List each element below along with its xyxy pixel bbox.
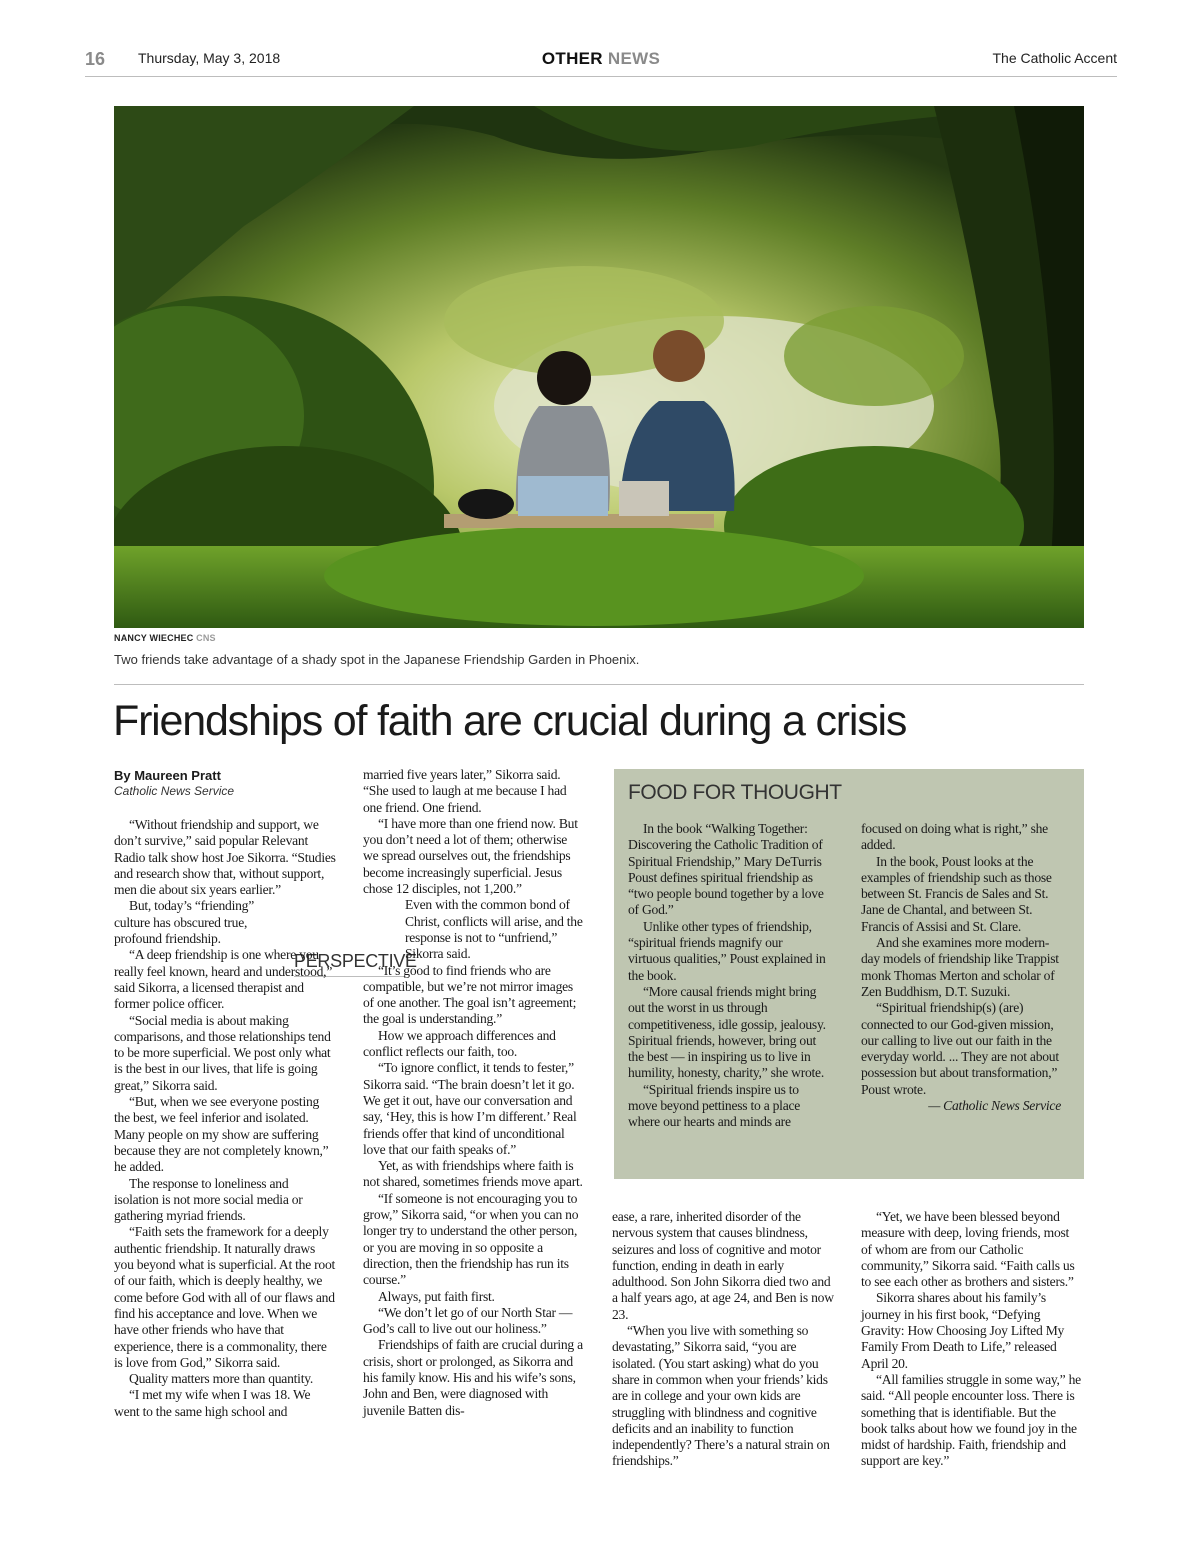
article-column-4 xyxy=(861,1209,1083,1470)
paragraph: Unlike other types of friendship, “spiritual friends magnify our virtuous qualities,” Poust explained in the book. xyxy=(628,918,826,983)
paragraph: “We don’t let go of our North Star — God’s call to live out our holiness.” xyxy=(363,1304,573,1337)
photo-credit-agency: CNS xyxy=(196,633,216,643)
paragraph: The response to loneliness and isolation is not more social media or gathering myriad friends. xyxy=(114,1175,303,1224)
sidebar-signature: — Catholic News Service xyxy=(928,1098,1061,1114)
issue-date: Thursday, May 3, 2018 xyxy=(138,50,281,66)
byline-service: Catholic News Service xyxy=(114,784,235,798)
section-title-bold: OTHER xyxy=(541,49,603,68)
paragraph: Sikorra shares about his family’s journey in his first book, “Defying Gravity: How Choosing Joy Lifted My Family From Death to Life,” released April 20. xyxy=(861,1290,1065,1371)
paragraph: “All families struggle in some way,” he said. “All people encounter loss. There is something that is identifiable. But the book talks about how we found joy in the midst of hardship. Faith, friendship and support are key.” xyxy=(861,1371,1081,1469)
paragraph: “More causal friends might bring out the worst in us through competitiveness, idle gossip, jealousy. Spiritual friends, however, bring out the best — in inspiring us to live in humility, honesty, charity,” she wrote. xyxy=(628,983,826,1081)
paragraph: married five years later,” Sikorra said. “She used to laugh at me because I had one friend. One friend. xyxy=(363,767,567,815)
paragraph: Quality matters more than quantity. xyxy=(129,1371,314,1387)
paragraph: “To ignore conflict, it tends to fester,” Sikorra said. “The brain doesn’t let it go. We get it out, have our conversation and say, ‘Hey, this is how I’m different.’ Real friends offer that kind of unconditional love that our faith speaks of.” xyxy=(363,1060,577,1157)
paragraph: In the book, Poust looks at the examples of friendship such as those between St. Francis de Sales and St. Jane de Chantal, and between St. Francis of Assisi and St. Clare. xyxy=(861,853,1052,934)
paragraph: “Faith sets the framework for a deeply authentic friendship. It naturally draws you beyond what is superficial. At the root of our faith, which is deeply healthy, we come before God with all of our flaws and find his acceptance and love. When we have other friends who have that experience, there is a commonality, there is love from God,” Sikorra said. xyxy=(114,1224,336,1370)
article-column-2 xyxy=(363,767,585,1419)
paragraph: ease, a rare, inherited disorder of the nervous system that causes blindness, seizures and loss of cognitive and motor function, ending in death in early adulthood. Son John Sikorra died two and a half years ago, at age 24, and Ben is now 23. xyxy=(612,1209,834,1322)
paragraph: And she examines more modern-day models of friendship like Trappist monk Thomas Merton and scholar of Zen Buddhism, D.T. Suzuki. xyxy=(861,935,1059,999)
section-title xyxy=(85,49,1117,69)
paragraph: Always, put faith first. xyxy=(378,1288,495,1304)
divider xyxy=(114,684,1084,685)
paragraph: “I met my wife when I was 18. We went to the same high school and xyxy=(114,1387,311,1419)
paragraph: “Yet, we have been blessed beyond measure with deep, loving friends, most of whom are from our Catholic community,” Sikorra said. “Faith calls us to see each other as brothers and sisters.” xyxy=(861,1209,1075,1290)
page-header xyxy=(85,45,1117,77)
paragraph: Friendships of faith are crucial during a crisis, short or prolonged, as Sikorra and his family know. His and his wife’s sons, John and Ben, were diagnosed with juvenile Batten dis- xyxy=(363,1337,583,1418)
paragraph: focused on doing what is right,” she added. xyxy=(861,821,1048,853)
paragraph: “It’s good to find friends who are compatible, but we’re not mirror images of one another. The goal isn’t agreement; the goal is understanding.” xyxy=(363,962,577,1027)
paragraph: But, today’s “friending” culture has obscured true, profound friendship. xyxy=(114,898,254,947)
sidebar-title: FOOD FOR THOUGHT xyxy=(628,781,842,804)
paragraph: “Spiritual friends inspire us to move beyond pettiness to a place where our hearts and minds are xyxy=(628,1081,801,1130)
photo-caption: Two friends take advantage of a shady spot in the Japanese Friendship Garden in Phoenix. xyxy=(114,652,640,667)
article-headline: Friendships of faith are crucial during a crisis xyxy=(113,697,907,745)
paragraph: How we approach differences and conflict reflects our faith, too. xyxy=(363,1027,556,1060)
photo-credit xyxy=(114,633,216,643)
paragraph: “Social media is about making comparisons, and those relationships tend to be more superficial. We post only what is the best in our lives, that life is going great,” Sikorra said. xyxy=(114,1012,331,1093)
publication-name: The Catholic Accent xyxy=(992,50,1117,66)
paragraph: “When you live with something so devastating,” Sikorra said, “you are isolated. (You start asking) what do you share in common when your friends’ kids are in college and your own kids are struggling with blindness and cognitive deficits and an inability to function independently? There’s a natural strain on friendships.” xyxy=(612,1323,830,1469)
page-number: 16 xyxy=(85,49,106,69)
paragraph: “A deep friendship is one where you really feel known, heard and understood,” said Sikorra, a licensed therapist and former police officer. xyxy=(114,947,333,1012)
photo-credit-name: NANCY WIECHEC xyxy=(114,633,194,643)
section-title-light: NEWS xyxy=(607,49,661,68)
paragraph: “Spiritual friendship(s) (are) connected to our God-given mission, our calling to live out our faith in the everyday world. ... They are not about possession but about transformation,” Poust wrote. xyxy=(861,1000,1059,1097)
paragraph: In the book “Walking Together: Discovering the Catholic Tradition of Spiritual Friendship,” Mary DeTurris Poust defines spiritual friendship as “two people bound together by a love of God.” xyxy=(628,821,824,918)
paragraph: Yet, as with friendships where faith is not shared, sometimes friends move apart. xyxy=(363,1158,583,1190)
article-column-1 xyxy=(114,817,336,1420)
sidebar-column-1 xyxy=(628,821,828,1131)
paragraph: “But, when we see everyone posting the best, we feel inferior and isolated. Many people on my show are suffering because they are not completely known,” he added. xyxy=(114,1094,329,1175)
sidebar-box xyxy=(614,769,1084,1179)
paragraph: “Without friendship and support, we don’t survive,” said popular Relevant Radio talk show host Joe Sikorra. “Studies and research show that, without support, men die about six years earlier.” xyxy=(114,817,336,898)
perspective-label: PERSPECTIVE xyxy=(294,951,406,977)
garden-photo xyxy=(114,106,1084,628)
article-column-3 xyxy=(612,1209,834,1470)
paragraph: “I have more than one friend now. But you don’t need a lot of them; otherwise we spread ourselves out, the friendships become increasingly superficial. Jesus chose 12 disciples, not 1,200.” xyxy=(363,815,578,897)
sidebar-column-2 xyxy=(861,821,1061,1114)
paragraph: Even with the common bond of Christ, conflicts will arise, and the response is not to “unfriend,” Sikorra said. xyxy=(405,897,583,962)
byline: By Maureen Pratt xyxy=(114,768,221,783)
paragraph: “If someone is not encouraging you to grow,” Sikorra said, “or when you can no longer try to understand the other person, or you are moving in so opposite a direction, then the friendship has run its course.” xyxy=(363,1190,579,1288)
